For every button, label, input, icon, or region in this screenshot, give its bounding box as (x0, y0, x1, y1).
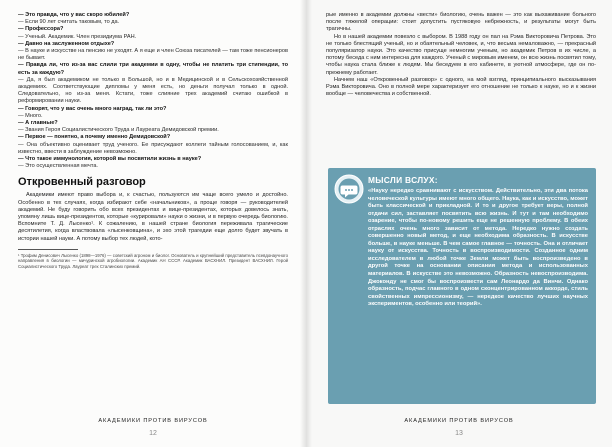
right-column (326, 12, 596, 98)
thoughts-quote (368, 188, 588, 309)
section-title: Откровенный разговор (18, 176, 146, 189)
answer: — Если 90 лет считать таковым, то да. (18, 19, 120, 26)
running-footer: АКАДЕМИКИ ПРОТИВ ВИРУСОВ (404, 418, 514, 424)
footnote: ¹ Трофим Денисович Лысенко (1898—1976) — советский агроном и биолог. Основатель и крупнейший представитель псевдонаучного направления в биологии — мичуринской агробиологии. Академик АН СССР. Академик ВАСХНИЛ. Президент ВАСХНИЛ. Герой Социалистического Труда. Лауреат трех Сталинских премий. (18, 252, 288, 269)
interview-block (18, 12, 288, 170)
running-footer: АКАДЕМИКИ ПРОТИВ ВИРУСОВ (98, 418, 208, 424)
question: — Это правда, что у вас скоро юбилей? (18, 12, 130, 18)
question: — Говорят, что у вас очень много наград, так ли это? (18, 105, 167, 112)
question: — Правда ли, что из-за вас слили три академии в одну, чтобы не платить три стипендии, то есть за каждую? (18, 62, 288, 76)
answer: — Да, я был академиком не только в Большой, но и в Медицинской и в Сельскохозяйственной академиях. Соответствующие дипломы у меня есть, но деньги получал только в одной. Следовательно, но из-за меня. Кстати, тоже слияние трех академий считаю ошибкой в реформировании науки. (18, 76, 288, 105)
quote-text: «Науку нередко сравнивают с искусством. Действительно, эти два потока человеческой культуры имеют много общего. Наука, как и искусство, может быть классической и прикладной. И то и другое требует веры, полной отдачи сил, заставляет посвятить всю жизнь. И тут и там необходимо озарение, чтобы по-новому решить еще не решенную проблему. В обеих отраслях очень много зависит от метода. Нередко нужно создать совершенно новый метод, и еще необходима образность. В искусстве больше, в науке меньше. В чем самое главное — точность. Она и отличает науку от искусства. Точность в воспроизводимости. Созданное одним исследователем в любой точке Земли может быть воспроизведено в другой точке на основании описания метода и использованных материалов. В искусстве это невозможно. Образность невоспроизводима. Джоконду не смог бы воспроизвести сам Леонардо да Винчи. Однако образность, подчас главного в одном сконцентрированном аккорде, стиль свойственных импрессионизму, — нередкое качество лучших научных экспериментов, особенно или теорий». (368, 188, 588, 308)
section-body: Академики имеют право выбора и, к счастью, пользуются им чаще всего умело и достойно. Особенно в тех случаях, когда избирают себе «начальников», а проще говоря — руководителей академий. Не буду говорить обо всех президентах и вице-президентах, которых довелось знать, упомяну лишь вице-президентов, которые «курировали» науки о жизни, и в первую очередь биологию. Вспомните Т. Д. Лысенко¹. К сожалению, в нашей стране биология переживала трагические десятилетия, когда властвовала «лысенковщина», и эхо этой трагедии еще долго будет звучать в истории нашей науки. А потому выбор тех людей, кото- (18, 192, 288, 242)
answer: — Это осуществленная мечта. (18, 163, 98, 170)
page-number: 13 (455, 430, 463, 437)
footnote-divider (18, 249, 78, 250)
paragraph: Начнем наш «Откровенный разговор» с одного, на мой взгляд, принципиального высказывания Рэма Викторовича. Оно в полной мере характеризует его отношение не только к науке, но и к жизни вообще — человечества и собственной. (326, 76, 596, 98)
answer: — Ученый. Академик. Член президиума РАН. (18, 33, 137, 40)
question: — Профессора? (18, 26, 64, 33)
answer: — Звания Героя Социалистического Труда и Лауреата Демидовской премии. (18, 127, 219, 134)
speech-bubble-icon (334, 174, 364, 204)
question: — Давно на заслуженном отдыхе? (18, 40, 115, 47)
paragraph: Но в нашей академии повезло с выбором. В 1988 году он пал на Рэма Викторовича Петрова. Это не только блестящий ученый, но и обаятельный человек, и, что весьма немаловажно, — прекрасный популяризатор науки. Это качество присуще немногим ученым, но академик Петров в их числе, а потому беседа с ним интересна для каждого. Ученый с мировым именем, он всю жизнь посвятил тому, чтобы наука стала ближе к людям. Мы беседуем в его кабинете, в уютной атмосфере, где он по-прежнему работает. (326, 33, 596, 76)
thoughts-title: МЫСЛИ ВСЛУХ: (368, 175, 438, 185)
answer: — Она объективно оценивает труд ученого. Ее присуждают коллеги тайным голосованием, и, как известно, ввести в заблуждение невозможно. (18, 141, 288, 155)
question: — Первое — понятно, а почему именно Демидовской? (18, 134, 171, 141)
spine-gutter (300, 0, 312, 447)
paragraph: рые именно в академии должны «вести» биологию, очень важен — это как выхаживание больного после тяжелой операции: стоит допустить пустяковую небрежность, и результаты могут быть трагичны. (326, 12, 596, 33)
answer: — В науке и искусстве на пенсию не уходят. А я еще и член Союза писателей — там тоже пенсионеров не бывает. (18, 48, 288, 62)
answer: — Много. (18, 112, 43, 119)
right-page (306, 0, 612, 447)
page-number: 12 (149, 430, 157, 437)
left-column (18, 12, 288, 269)
question: — Что такое иммунология, которой вы посвятили жизнь в науке? (18, 156, 202, 163)
question: — А главные? (18, 120, 58, 127)
thoughts-aloud-box (328, 168, 596, 404)
